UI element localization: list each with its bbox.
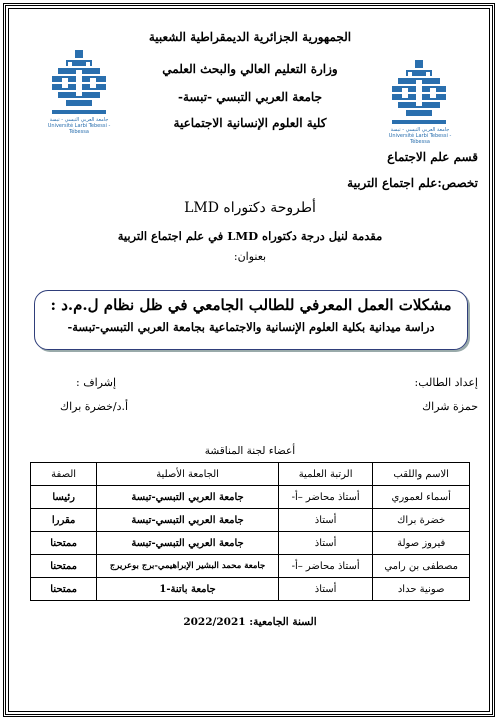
member-role: مقررا (31, 509, 97, 532)
member-role: ممتحنا (31, 578, 97, 601)
column-header-rank: الرتبة العلمية (278, 463, 373, 486)
committee-table (30, 462, 470, 601)
member-role: رئيسا (31, 486, 97, 509)
column-header-name: الاسم واللقب (373, 463, 470, 486)
member-university: جامعة العربي التبسي-تبسة (97, 486, 279, 509)
supervisor-label: إشراف : (76, 376, 117, 389)
university-name: جامعة العربي التبسي -تبسة- (178, 90, 322, 104)
student-label: إعداد الطالب: (414, 376, 478, 389)
member-rank: أستاذ (278, 532, 373, 555)
supervisor-name: أ.د/خضرة براك (60, 400, 129, 413)
titled-label: بعنوان: (233, 250, 267, 263)
member-rank: أستاذ (278, 509, 373, 532)
specialty: تخصص:علم اجتماع التربية (347, 176, 478, 190)
column-header-role: الصفة (31, 463, 97, 486)
academic-year: السنة الجامعية: 2022/2021 (183, 616, 317, 628)
table-row (31, 555, 470, 578)
department: قسم علم الاجتماع (387, 150, 478, 164)
member-rank: أستاذ (278, 578, 373, 601)
submitted-for: مقدمة لنيل درجة دكتوراه LMD في علم اجتماع التربية (117, 229, 383, 243)
table-row (31, 578, 470, 601)
member-university: جامعة العربي التبسي-تبسة (97, 532, 279, 555)
member-name: صونية حداد (373, 578, 470, 601)
member-rank: أستاذ محاضر –أ- (278, 555, 373, 578)
faculty-name: كلية العلوم الإنسانية الاجتماعية (173, 116, 327, 130)
column-header-university: الجامعة الأصلية (97, 463, 279, 486)
logo-caption-left: جامعة العربي التبسي - تبسة Université Larbi Tebessi - Tébessa (47, 117, 111, 135)
table-row (31, 532, 470, 555)
table-row (31, 486, 470, 509)
student-name: حمزة شراك (422, 400, 478, 413)
member-name: أسماء لعموري (373, 486, 470, 509)
member-university: جامعة محمد البشير الإبراهيمي-برج بوعريرج (97, 555, 279, 578)
thesis-title: مشكلات العمل المعرفي للطالب الجامعي في ظل نظام ل.م.د : (50, 296, 452, 314)
member-name: فيروز صولة (373, 532, 470, 555)
ministry-name: وزارة التعليم العالي والبحث العلمي (162, 62, 338, 76)
university-logo-right (388, 58, 450, 128)
university-logo-left (48, 48, 110, 118)
committee-header-row (31, 463, 470, 486)
member-name: مصطفى بن رامي (373, 555, 470, 578)
republic-name: الجمهورية الجزائرية الديمقراطية الشعبية (148, 30, 352, 44)
member-name: خضرة براك (373, 509, 470, 532)
committee-heading: أعضاء لجنة المناقشة (204, 445, 296, 457)
table-row (31, 509, 470, 532)
logo-caption-right: جامعة العربي التبسي - تبسة Université Larbi Tebessi - Tébessa (388, 127, 452, 145)
member-university: جامعة العربي التبسي-تبسة (97, 509, 279, 532)
member-university: جامعة باتنة-1 (97, 578, 279, 601)
member-role: ممتحنا (31, 532, 97, 555)
thesis-subtitle: دراسة ميدانية بكلية العلوم الإنسانية والاجتماعية بجامعة العربي التبسي-تبسة- (67, 320, 435, 334)
thesis-type: أطروحة دكتوراه LMD (184, 200, 316, 216)
member-rank: أستاذ محاضر –أ- (278, 486, 373, 509)
member-role: ممتحنا (31, 555, 97, 578)
